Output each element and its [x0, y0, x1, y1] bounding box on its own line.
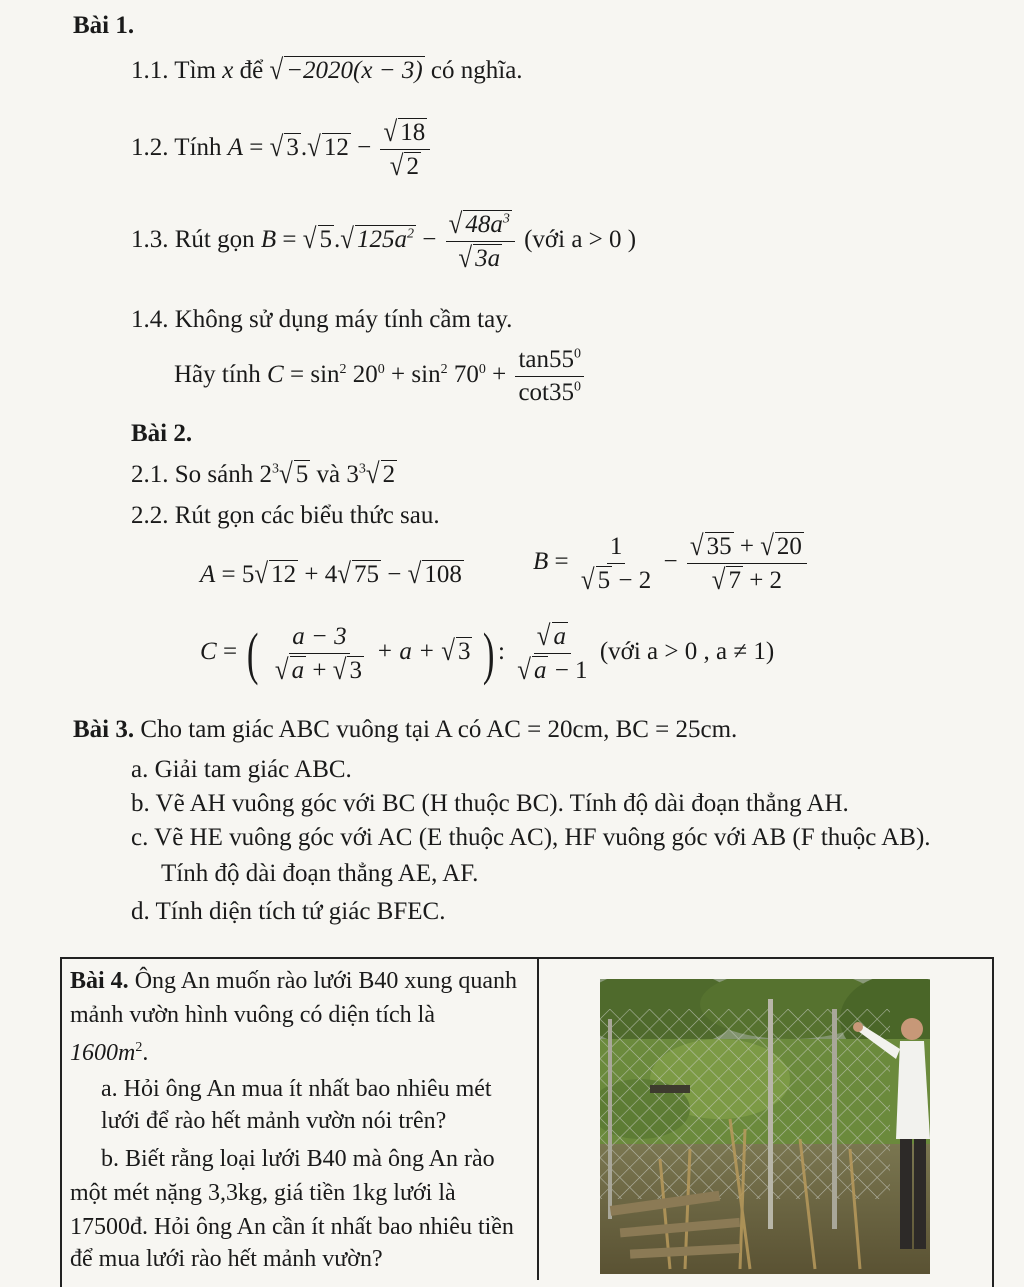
bai3-part-d: d. Tính diện tích tứ giác BFEC. — [131, 898, 446, 925]
expr-c-den2-tail: − 1 — [548, 657, 588, 684]
q1-3-exp2: 2 — [406, 226, 414, 242]
bai3-title: Bài 3. — [73, 716, 135, 743]
question-2-2: 2.2. Rút gọn các biểu thức sau. — [131, 502, 440, 529]
question-1-1: 1.1. Tìm x để √ −2020(x − 3) có nghĩa. — [131, 54, 523, 86]
q2-1-b-coef: 3 — [346, 461, 359, 488]
q1-4-lhs: C — [267, 361, 284, 389]
question-1-4-intro: 1.4. Không sử dụng máy tính cầm tay. — [131, 306, 513, 333]
q1-3-label: 1.3. Rút gọn — [131, 226, 255, 254]
q2-1-a-coef: 2 — [259, 461, 272, 488]
expression-b: B = $\frac{1}{√ 5 - 2}$ − $\frac{√ 35 + √ 20}{√ 7 + 2}$ — [533, 532, 810, 595]
expr-c-condition: (với a > 0 , a ≠ 1) — [599, 638, 775, 666]
expr-b-num2-r2: 20 — [776, 533, 802, 560]
expr-a-c1: 5 — [241, 561, 255, 588]
q1-3-rad1: 5 — [319, 226, 332, 254]
q1-1-word: để — [239, 57, 264, 84]
expr-a-lhs: A — [200, 561, 216, 588]
fence-photo — [600, 979, 930, 1274]
expr-c-num1: a − 3 — [289, 623, 349, 654]
expr-b-den1-rad: 5 — [597, 566, 611, 594]
q1-4-sq1: 2 — [339, 361, 347, 377]
q1-3-lhs: B — [260, 226, 277, 254]
expr-a-r3: 108 — [424, 561, 462, 588]
bai4-line1 — [70, 968, 517, 995]
question-1-2: 1.2. Tính A = √ 3.√ 12 − $\frac{√ 18}{√ 2}$ — [131, 118, 433, 181]
bai4-b-line4: để mua lưới rào hết mảnh vườn? — [70, 1246, 383, 1272]
expr-c-frac1: $\frac{a - 3}{√ a + √ 3}$ — [274, 622, 362, 686]
q1-1-label: 1.1. Tìm — [131, 57, 216, 84]
bai4-divider — [537, 957, 539, 1280]
expr-b-frac2: $\frac{√ 35 + √ 20}{√ 7 + 2}$ — [687, 532, 807, 595]
q1-1-radicand: −2020(x − 3) — [286, 57, 423, 84]
q1-2-lhs: A — [227, 134, 244, 162]
expr-a-r2: 75 — [353, 561, 379, 588]
expr-c-mid: + a + — [376, 638, 435, 666]
bai4-line1-text: Ông An muốn rào lưới B40 xung quanh — [134, 968, 518, 994]
q1-3-rad2: 125a — [356, 226, 407, 254]
q1-2-rad1: 3 — [286, 134, 299, 162]
expression-a: A = 5√ 12 + 4√ 75 − √ 108 — [200, 558, 462, 590]
question-1-4: Hãy tính $C = \sin^2 20^0 + \sin^2 70^0$ + $\frac{\tan 55^0}{\cot 35^0}$ — [174, 346, 587, 407]
bai3-part-c-line1: c. Vẽ HE vuông góc với AC (E thuộc AC), HF vuông góc với AB (F thuộc AB). — [131, 824, 931, 851]
q1-2-rad2: 12 — [323, 134, 349, 162]
bai2-title: Bài 2. — [131, 420, 193, 447]
q1-4-deg4: 0 — [573, 379, 581, 395]
expr-b-num2-r1: 35 — [706, 533, 732, 560]
bai4-title: Bài 4. — [70, 968, 129, 994]
q1-3-condition: (với a > 0 ) — [524, 226, 637, 254]
bai4-area — [70, 1040, 148, 1067]
q1-3-num: 48a — [465, 211, 503, 238]
bai4-area-value: 1600m — [70, 1040, 136, 1066]
q2-1-b-rad: 2 — [382, 461, 396, 488]
q1-4-fraction — [515, 346, 584, 407]
expr-b-num1: 1 — [607, 533, 626, 564]
q1-3-num-exp: 3 — [502, 211, 510, 227]
q1-2-fraction: $\frac{√ 18}{√ 2}$ — [380, 118, 430, 181]
bai1-title: Bài 1. — [73, 12, 135, 39]
bai3-intro — [73, 716, 737, 744]
expr-a-c2: 4 — [324, 561, 338, 588]
q1-4-sq2: 2 — [440, 361, 448, 377]
bai4-a-line1: a. Hỏi ông An mua ít nhất bao nhiêu mét — [101, 1076, 492, 1102]
expr-c-den-r1: a — [291, 656, 305, 684]
bai4-b-line1: b. Biết rằng loại lưới B40 mà ông An rào — [101, 1146, 495, 1172]
q1-4-term1: sin — [310, 361, 340, 389]
expr-b-den1-tail: − 2 — [612, 566, 652, 594]
q1-4-label: Hãy tính — [174, 361, 261, 389]
question-2-1: 2.1. So sánh $2^3√$ 5 và $3^3√$ 2 — [131, 458, 396, 490]
q1-1-suffix: có nghĩa. — [430, 57, 523, 84]
expr-b-den2-tail: + 2 — [742, 567, 783, 594]
expr-c-num2-rad: a — [553, 623, 566, 650]
bai4-line2: mảnh vườn hình vuông có diện tích là — [70, 1002, 435, 1028]
q2-1-and: và — [316, 461, 341, 488]
q2-1-label: 2.1. So sánh — [131, 461, 254, 488]
q1-4-arg2: 70 — [453, 361, 479, 389]
expr-c-den-r2: 3 — [349, 656, 362, 684]
q2-1-b-idx: 3 — [358, 461, 366, 477]
q1-4-num: tan55 — [518, 346, 574, 373]
bai4-b-line2: một mét nặng 3,3kg, giá tiền 1kg lưới là — [70, 1180, 456, 1206]
expr-c-den2-rad: a — [533, 657, 547, 684]
q1-4-deg3: 0 — [573, 346, 581, 362]
bai4-area-end: . — [142, 1040, 149, 1066]
bai3-part-a: a. Giải tam giác ABC. — [131, 756, 352, 783]
question-1-3: 1.3. Rút gọn B = √ 5.√ $125a^2$ − $\frac{√ 48a^3}{√ 3a}$ (với a > 0 ) — [131, 208, 637, 274]
q1-3-den: 3a — [475, 245, 501, 272]
q1-4-den: cot35 — [518, 379, 574, 406]
bai4-a-line2: lưới để rào hết mảnh vườn nói trên? — [101, 1108, 447, 1134]
bai3-part-c-line2: Tính độ dài đoạn thẳng AE, AF. — [161, 860, 479, 887]
fence-photo-illustration — [600, 979, 930, 1274]
expression-c: C = ( $\frac{a - 3}{√ a + √ 3}$ + a + √ 3 ) : $\frac{√ a}{√ a - 1}$ (với a > 0 , a ≠ 1) — [200, 620, 775, 686]
q2-1-a-idx: 3 — [271, 461, 279, 477]
expr-c-frac2: $\frac{√ a}{√ a - 1}$ — [517, 620, 588, 686]
q1-3-fraction: $\frac{√ 48a^3}{√ 3a}$ — [446, 210, 515, 273]
q1-4-deg2: 0 — [478, 361, 486, 377]
bai4-area-exp: 2 — [135, 1040, 143, 1055]
bai3-part-b: b. Vẽ AH vuông góc với BC (H thuộc BC). Tính độ dài đoạn thẳng AH. — [131, 790, 849, 817]
q1-2-den: 2 — [406, 153, 419, 180]
q1-4-deg1: 0 — [377, 361, 385, 377]
q1-2-label: 1.2. Tính — [131, 134, 222, 162]
bai4-b-line3: 17500đ. Hỏi ông An cần ít nhất bao nhiêu tiền — [70, 1214, 514, 1240]
q2-1-a-rad: 5 — [295, 461, 309, 488]
q1-2-num: 18 — [400, 119, 426, 146]
expr-b-lhs: B — [533, 548, 549, 576]
bai3-intro-text: Cho tam giác ABC vuông tại A có AC = 20cm, BC = 25cm. — [140, 716, 738, 743]
q1-1-var: x — [222, 57, 234, 84]
expr-a-r1: 12 — [271, 561, 297, 588]
expr-b-den2-rad: 7 — [728, 567, 741, 594]
expr-c-lhs: C — [200, 638, 217, 666]
expr-b-frac1: $\frac{1}{√ 5 - 2}$ — [580, 532, 652, 596]
expr-c-mid-rad: 3 — [457, 638, 471, 666]
q1-4-term2: sin — [411, 361, 441, 389]
q1-4-arg1: 20 — [352, 361, 378, 389]
